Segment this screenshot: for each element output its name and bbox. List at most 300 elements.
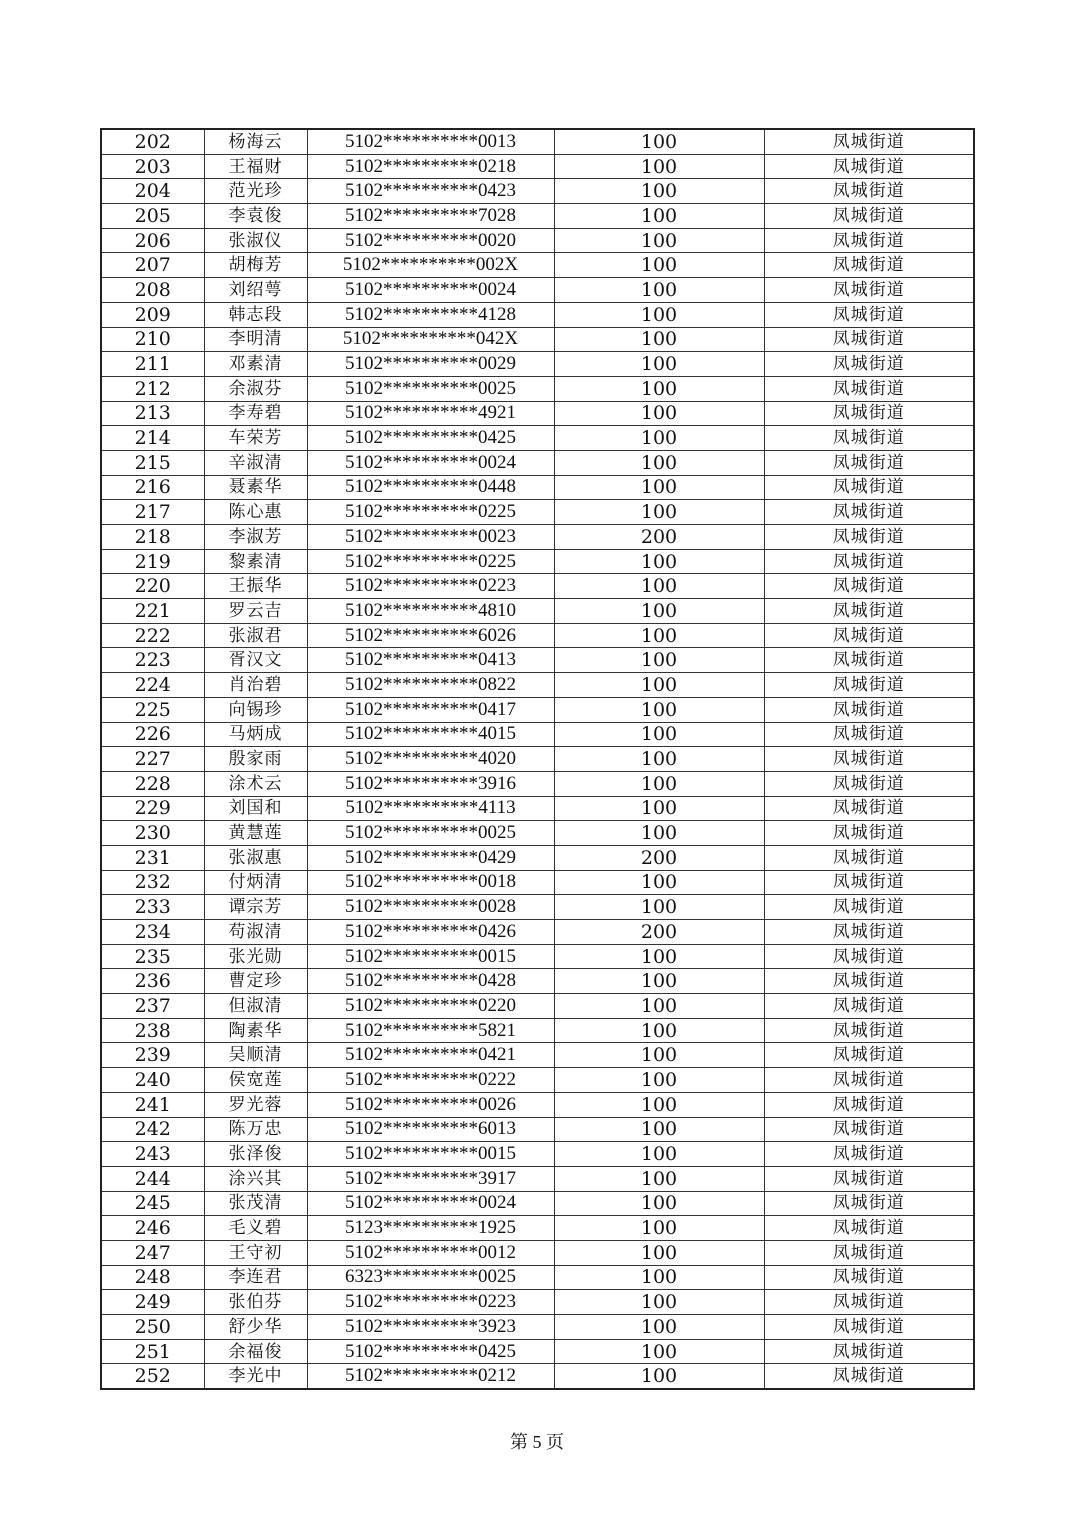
table-row [101,1068,974,1093]
name-cell: 王福财 [204,154,307,179]
table-row [101,376,974,401]
amount-cell: 100 [554,697,764,722]
table-row [101,1018,974,1043]
id-number-cell: 5102**********0423 [307,179,554,204]
id-number-cell: 5102**********4015 [307,722,554,747]
street-cell: 凤城街道 [764,302,974,327]
id-number-cell: 5102**********0023 [307,525,554,550]
serial-number-cell: 214 [101,426,204,451]
serial-number-cell: 249 [101,1290,204,1315]
amount-cell: 100 [554,376,764,401]
serial-number-cell: 220 [101,574,204,599]
serial-number-cell: 207 [101,253,204,278]
amount-cell: 100 [554,771,764,796]
serial-number-cell: 240 [101,1068,204,1093]
street-cell: 凤城街道 [764,1142,974,1167]
table-row [101,302,974,327]
amount-cell: 100 [554,1339,764,1364]
street-cell: 凤城街道 [764,994,974,1019]
table-row [101,1364,974,1389]
street-cell: 凤城街道 [764,376,974,401]
amount-cell: 100 [554,179,764,204]
street-cell: 凤城街道 [764,673,974,698]
serial-number-cell: 237 [101,994,204,1019]
serial-number-cell: 232 [101,870,204,895]
serial-number-cell: 204 [101,179,204,204]
name-cell: 陈心惠 [204,500,307,525]
amount-cell: 100 [554,278,764,303]
name-cell: 但淑清 [204,994,307,1019]
name-cell: 李连君 [204,1265,307,1290]
serial-number-cell: 238 [101,1018,204,1043]
name-cell: 黄慧莲 [204,821,307,846]
id-number-cell: 5102**********3916 [307,771,554,796]
table-row [101,747,974,772]
street-cell: 凤城街道 [764,1117,974,1142]
id-number-cell: 5102**********0421 [307,1043,554,1068]
amount-cell: 100 [554,722,764,747]
street-cell: 凤城街道 [764,1092,974,1117]
table-row [101,228,974,253]
serial-number-cell: 212 [101,376,204,401]
amount-cell: 100 [554,673,764,698]
amount-cell: 100 [554,1191,764,1216]
id-number-cell: 5102**********0024 [307,1191,554,1216]
amount-cell: 100 [554,549,764,574]
id-number-cell: 5102**********0013 [307,129,554,154]
street-cell: 凤城街道 [764,1068,974,1093]
serial-number-cell: 211 [101,352,204,377]
name-cell: 曹定珍 [204,969,307,994]
amount-cell: 100 [554,1290,764,1315]
name-cell: 肖治碧 [204,673,307,698]
name-cell: 涂术云 [204,771,307,796]
table-row [101,1240,974,1265]
id-number-cell: 5102**********0425 [307,426,554,451]
street-cell: 凤城街道 [764,623,974,648]
id-number-cell: 5102**********0225 [307,500,554,525]
record-table [100,128,975,1390]
street-cell: 凤城街道 [764,327,974,352]
name-cell: 王振华 [204,574,307,599]
serial-number-cell: 202 [101,129,204,154]
amount-cell: 200 [554,845,764,870]
serial-number-cell: 228 [101,771,204,796]
id-number-cell: 5102**********0223 [307,1290,554,1315]
serial-number-cell: 252 [101,1364,204,1389]
serial-number-cell: 223 [101,648,204,673]
serial-number-cell: 216 [101,475,204,500]
id-number-cell: 5102**********0428 [307,969,554,994]
street-cell: 凤城街道 [764,1191,974,1216]
id-number-cell: 5102**********6026 [307,623,554,648]
street-cell: 凤城街道 [764,574,974,599]
table-row [101,475,974,500]
amount-cell: 100 [554,1166,764,1191]
table-row [101,673,974,698]
name-cell: 邓素清 [204,352,307,377]
id-number-cell: 5102**********0018 [307,870,554,895]
street-cell: 凤城街道 [764,1364,974,1389]
serial-number-cell: 236 [101,969,204,994]
amount-cell: 100 [554,747,764,772]
id-number-cell: 5102**********002X [307,253,554,278]
serial-number-cell: 227 [101,747,204,772]
id-number-cell: 5102**********0218 [307,154,554,179]
table-row [101,253,974,278]
amount-cell: 100 [554,475,764,500]
street-cell: 凤城街道 [764,401,974,426]
serial-number-cell: 245 [101,1191,204,1216]
amount-cell: 100 [554,129,764,154]
street-cell: 凤城街道 [764,920,974,945]
id-number-cell: 5102**********0225 [307,549,554,574]
street-cell: 凤城街道 [764,1018,974,1043]
record-table-body [101,129,974,1389]
serial-number-cell: 218 [101,525,204,550]
street-cell: 凤城街道 [764,500,974,525]
id-number-cell: 5102**********0028 [307,895,554,920]
serial-number-cell: 231 [101,845,204,870]
table-row [101,1339,974,1364]
table-row [101,1290,974,1315]
table-row [101,327,974,352]
serial-number-cell: 215 [101,450,204,475]
name-cell: 张茂清 [204,1191,307,1216]
serial-number-cell: 224 [101,673,204,698]
name-cell: 涂兴其 [204,1166,307,1191]
table-row [101,154,974,179]
street-cell: 凤城街道 [764,845,974,870]
name-cell: 苟淑清 [204,920,307,945]
street-cell: 凤城街道 [764,1339,974,1364]
name-cell: 张淑君 [204,623,307,648]
table-row [101,1043,974,1068]
street-cell: 凤城街道 [764,1290,974,1315]
name-cell: 马炳成 [204,722,307,747]
serial-number-cell: 243 [101,1142,204,1167]
id-number-cell: 5102**********4113 [307,796,554,821]
street-cell: 凤城街道 [764,204,974,229]
name-cell: 李明清 [204,327,307,352]
amount-cell: 100 [554,500,764,525]
name-cell: 陈万忠 [204,1117,307,1142]
id-number-cell: 5102**********3917 [307,1166,554,1191]
table-row [101,129,974,154]
street-cell: 凤城街道 [764,821,974,846]
street-cell: 凤城街道 [764,1265,974,1290]
name-cell: 罗云吉 [204,599,307,624]
id-number-cell: 5102**********0223 [307,574,554,599]
serial-number-cell: 241 [101,1092,204,1117]
street-cell: 凤城街道 [764,352,974,377]
id-number-cell: 5102**********0222 [307,1068,554,1093]
table-row [101,771,974,796]
serial-number-cell: 222 [101,623,204,648]
amount-cell: 100 [554,969,764,994]
amount-cell: 100 [554,352,764,377]
table-row [101,525,974,550]
table-row [101,1142,974,1167]
name-cell: 李寿碧 [204,401,307,426]
name-cell: 张泽俊 [204,1142,307,1167]
serial-number-cell: 208 [101,278,204,303]
street-cell: 凤城街道 [764,697,974,722]
name-cell: 舒少华 [204,1315,307,1340]
street-cell: 凤城街道 [764,870,974,895]
street-cell: 凤城街道 [764,475,974,500]
street-cell: 凤城街道 [764,1166,974,1191]
street-cell: 凤城街道 [764,228,974,253]
table-row [101,450,974,475]
name-cell: 王守初 [204,1240,307,1265]
amount-cell: 100 [554,648,764,673]
serial-number-cell: 250 [101,1315,204,1340]
amount-cell: 100 [554,1018,764,1043]
serial-number-cell: 206 [101,228,204,253]
amount-cell: 100 [554,994,764,1019]
street-cell: 凤城街道 [764,179,974,204]
name-cell: 胡梅芳 [204,253,307,278]
id-number-cell: 5102**********0822 [307,673,554,698]
id-number-cell: 5102**********0025 [307,376,554,401]
street-cell: 凤城街道 [764,525,974,550]
serial-number-cell: 234 [101,920,204,945]
table-row [101,1265,974,1290]
name-cell: 吴顺清 [204,1043,307,1068]
amount-cell: 100 [554,204,764,229]
name-cell: 谭宗芳 [204,895,307,920]
table-row [101,870,974,895]
amount-cell: 100 [554,154,764,179]
id-number-cell: 5102**********3923 [307,1315,554,1340]
serial-number-cell: 230 [101,821,204,846]
table-row [101,352,974,377]
street-cell: 凤城街道 [764,426,974,451]
name-cell: 张淑仪 [204,228,307,253]
table-row [101,179,974,204]
name-cell: 李淑芳 [204,525,307,550]
page-number: 第 5 页 [510,1432,564,1452]
street-cell: 凤城街道 [764,450,974,475]
street-cell: 凤城街道 [764,1216,974,1241]
amount-cell: 100 [554,1265,764,1290]
street-cell: 凤城街道 [764,1043,974,1068]
name-cell: 韩志段 [204,302,307,327]
name-cell: 余福俊 [204,1339,307,1364]
name-cell: 范光珍 [204,179,307,204]
street-cell: 凤城街道 [764,129,974,154]
table-row [101,994,974,1019]
name-cell: 张伯芬 [204,1290,307,1315]
name-cell: 付炳清 [204,870,307,895]
amount-cell: 100 [554,1068,764,1093]
amount-cell: 100 [554,1043,764,1068]
name-cell: 黎素清 [204,549,307,574]
name-cell: 刘绍萼 [204,278,307,303]
name-cell: 李光中 [204,1364,307,1389]
amount-cell: 100 [554,1142,764,1167]
id-number-cell: 5102**********4810 [307,599,554,624]
table-row [101,1092,974,1117]
serial-number-cell: 226 [101,722,204,747]
id-number-cell: 5102**********0212 [307,1364,554,1389]
street-cell: 凤城街道 [764,1240,974,1265]
name-cell: 聂素华 [204,475,307,500]
street-cell: 凤城街道 [764,969,974,994]
serial-number-cell: 239 [101,1043,204,1068]
id-number-cell: 5102**********0413 [307,648,554,673]
id-number-cell: 5102**********0425 [307,1339,554,1364]
street-cell: 凤城街道 [764,895,974,920]
street-cell: 凤城街道 [764,154,974,179]
amount-cell: 100 [554,426,764,451]
amount-cell: 100 [554,327,764,352]
id-number-cell: 5102**********0015 [307,944,554,969]
street-cell: 凤城街道 [764,796,974,821]
serial-number-cell: 225 [101,697,204,722]
table-row [101,1117,974,1142]
table-row [101,845,974,870]
id-number-cell: 5102**********0029 [307,352,554,377]
id-number-cell: 5102**********5821 [307,1018,554,1043]
serial-number-cell: 242 [101,1117,204,1142]
name-cell: 毛义碧 [204,1216,307,1241]
id-number-cell: 5102**********0026 [307,1092,554,1117]
serial-number-cell: 244 [101,1166,204,1191]
amount-cell: 100 [554,1216,764,1241]
table-row [101,722,974,747]
serial-number-cell: 247 [101,1240,204,1265]
name-cell: 刘国和 [204,796,307,821]
name-cell: 李袁俊 [204,204,307,229]
street-cell: 凤城街道 [764,648,974,673]
serial-number-cell: 233 [101,895,204,920]
amount-cell: 100 [554,450,764,475]
street-cell: 凤城街道 [764,722,974,747]
serial-number-cell: 203 [101,154,204,179]
table-row [101,549,974,574]
table-row [101,1315,974,1340]
id-number-cell: 5102**********0220 [307,994,554,1019]
amount-cell: 100 [554,1240,764,1265]
street-cell: 凤城街道 [764,278,974,303]
serial-number-cell: 246 [101,1216,204,1241]
street-cell: 凤城街道 [764,1315,974,1340]
id-number-cell: 5102**********0012 [307,1240,554,1265]
amount-cell: 100 [554,574,764,599]
serial-number-cell: 209 [101,302,204,327]
amount-cell: 200 [554,920,764,945]
id-number-cell: 5102**********0429 [307,845,554,870]
id-number-cell: 5102**********4020 [307,747,554,772]
id-number-cell: 5102**********7028 [307,204,554,229]
table-row [101,599,974,624]
id-number-cell: 5102**********0020 [307,228,554,253]
amount-cell: 100 [554,870,764,895]
amount-cell: 100 [554,253,764,278]
id-number-cell: 5123**********1925 [307,1216,554,1241]
id-number-cell: 5102**********0417 [307,697,554,722]
table-row [101,648,974,673]
name-cell: 罗光蓉 [204,1092,307,1117]
amount-cell: 100 [554,1117,764,1142]
amount-cell: 100 [554,1315,764,1340]
table-row [101,1191,974,1216]
street-cell: 凤城街道 [764,549,974,574]
amount-cell: 100 [554,1364,764,1389]
table-row [101,796,974,821]
id-number-cell: 5102**********0426 [307,920,554,945]
name-cell: 侯宽莲 [204,1068,307,1093]
serial-number-cell: 248 [101,1265,204,1290]
table-row [101,401,974,426]
name-cell: 余淑芬 [204,376,307,401]
street-cell: 凤城街道 [764,944,974,969]
name-cell: 殷家雨 [204,747,307,772]
amount-cell: 100 [554,796,764,821]
amount-cell: 200 [554,525,764,550]
serial-number-cell: 229 [101,796,204,821]
table-row [101,697,974,722]
id-number-cell: 5102**********4128 [307,302,554,327]
id-number-cell: 5102**********0024 [307,278,554,303]
id-number-cell: 5102**********4921 [307,401,554,426]
street-cell: 凤城街道 [764,747,974,772]
id-number-cell: 5102**********0015 [307,1142,554,1167]
name-cell: 张光勋 [204,944,307,969]
table-row [101,895,974,920]
id-number-cell: 5102**********0025 [307,821,554,846]
table-row [101,574,974,599]
table-row [101,500,974,525]
name-cell: 胥汉文 [204,648,307,673]
amount-cell: 100 [554,302,764,327]
serial-number-cell: 219 [101,549,204,574]
table-row [101,944,974,969]
table-row [101,623,974,648]
amount-cell: 100 [554,895,764,920]
serial-number-cell: 235 [101,944,204,969]
id-number-cell: 5102**********0448 [307,475,554,500]
table-row [101,426,974,451]
name-cell: 辛淑清 [204,450,307,475]
street-cell: 凤城街道 [764,599,974,624]
amount-cell: 100 [554,228,764,253]
table-row [101,204,974,229]
name-cell: 车荣芳 [204,426,307,451]
name-cell: 杨海云 [204,129,307,154]
id-number-cell: 5102**********6013 [307,1117,554,1142]
name-cell: 张淑惠 [204,845,307,870]
table-row [101,969,974,994]
id-number-cell: 5102**********0024 [307,450,554,475]
amount-cell: 100 [554,1092,764,1117]
table-row [101,1216,974,1241]
serial-number-cell: 217 [101,500,204,525]
table-row [101,278,974,303]
serial-number-cell: 210 [101,327,204,352]
table-row [101,821,974,846]
id-number-cell: 5102**********042X [307,327,554,352]
serial-number-cell: 205 [101,204,204,229]
amount-cell: 100 [554,599,764,624]
serial-number-cell: 221 [101,599,204,624]
street-cell: 凤城街道 [764,771,974,796]
table-row [101,1166,974,1191]
amount-cell: 100 [554,821,764,846]
name-cell: 陶素华 [204,1018,307,1043]
